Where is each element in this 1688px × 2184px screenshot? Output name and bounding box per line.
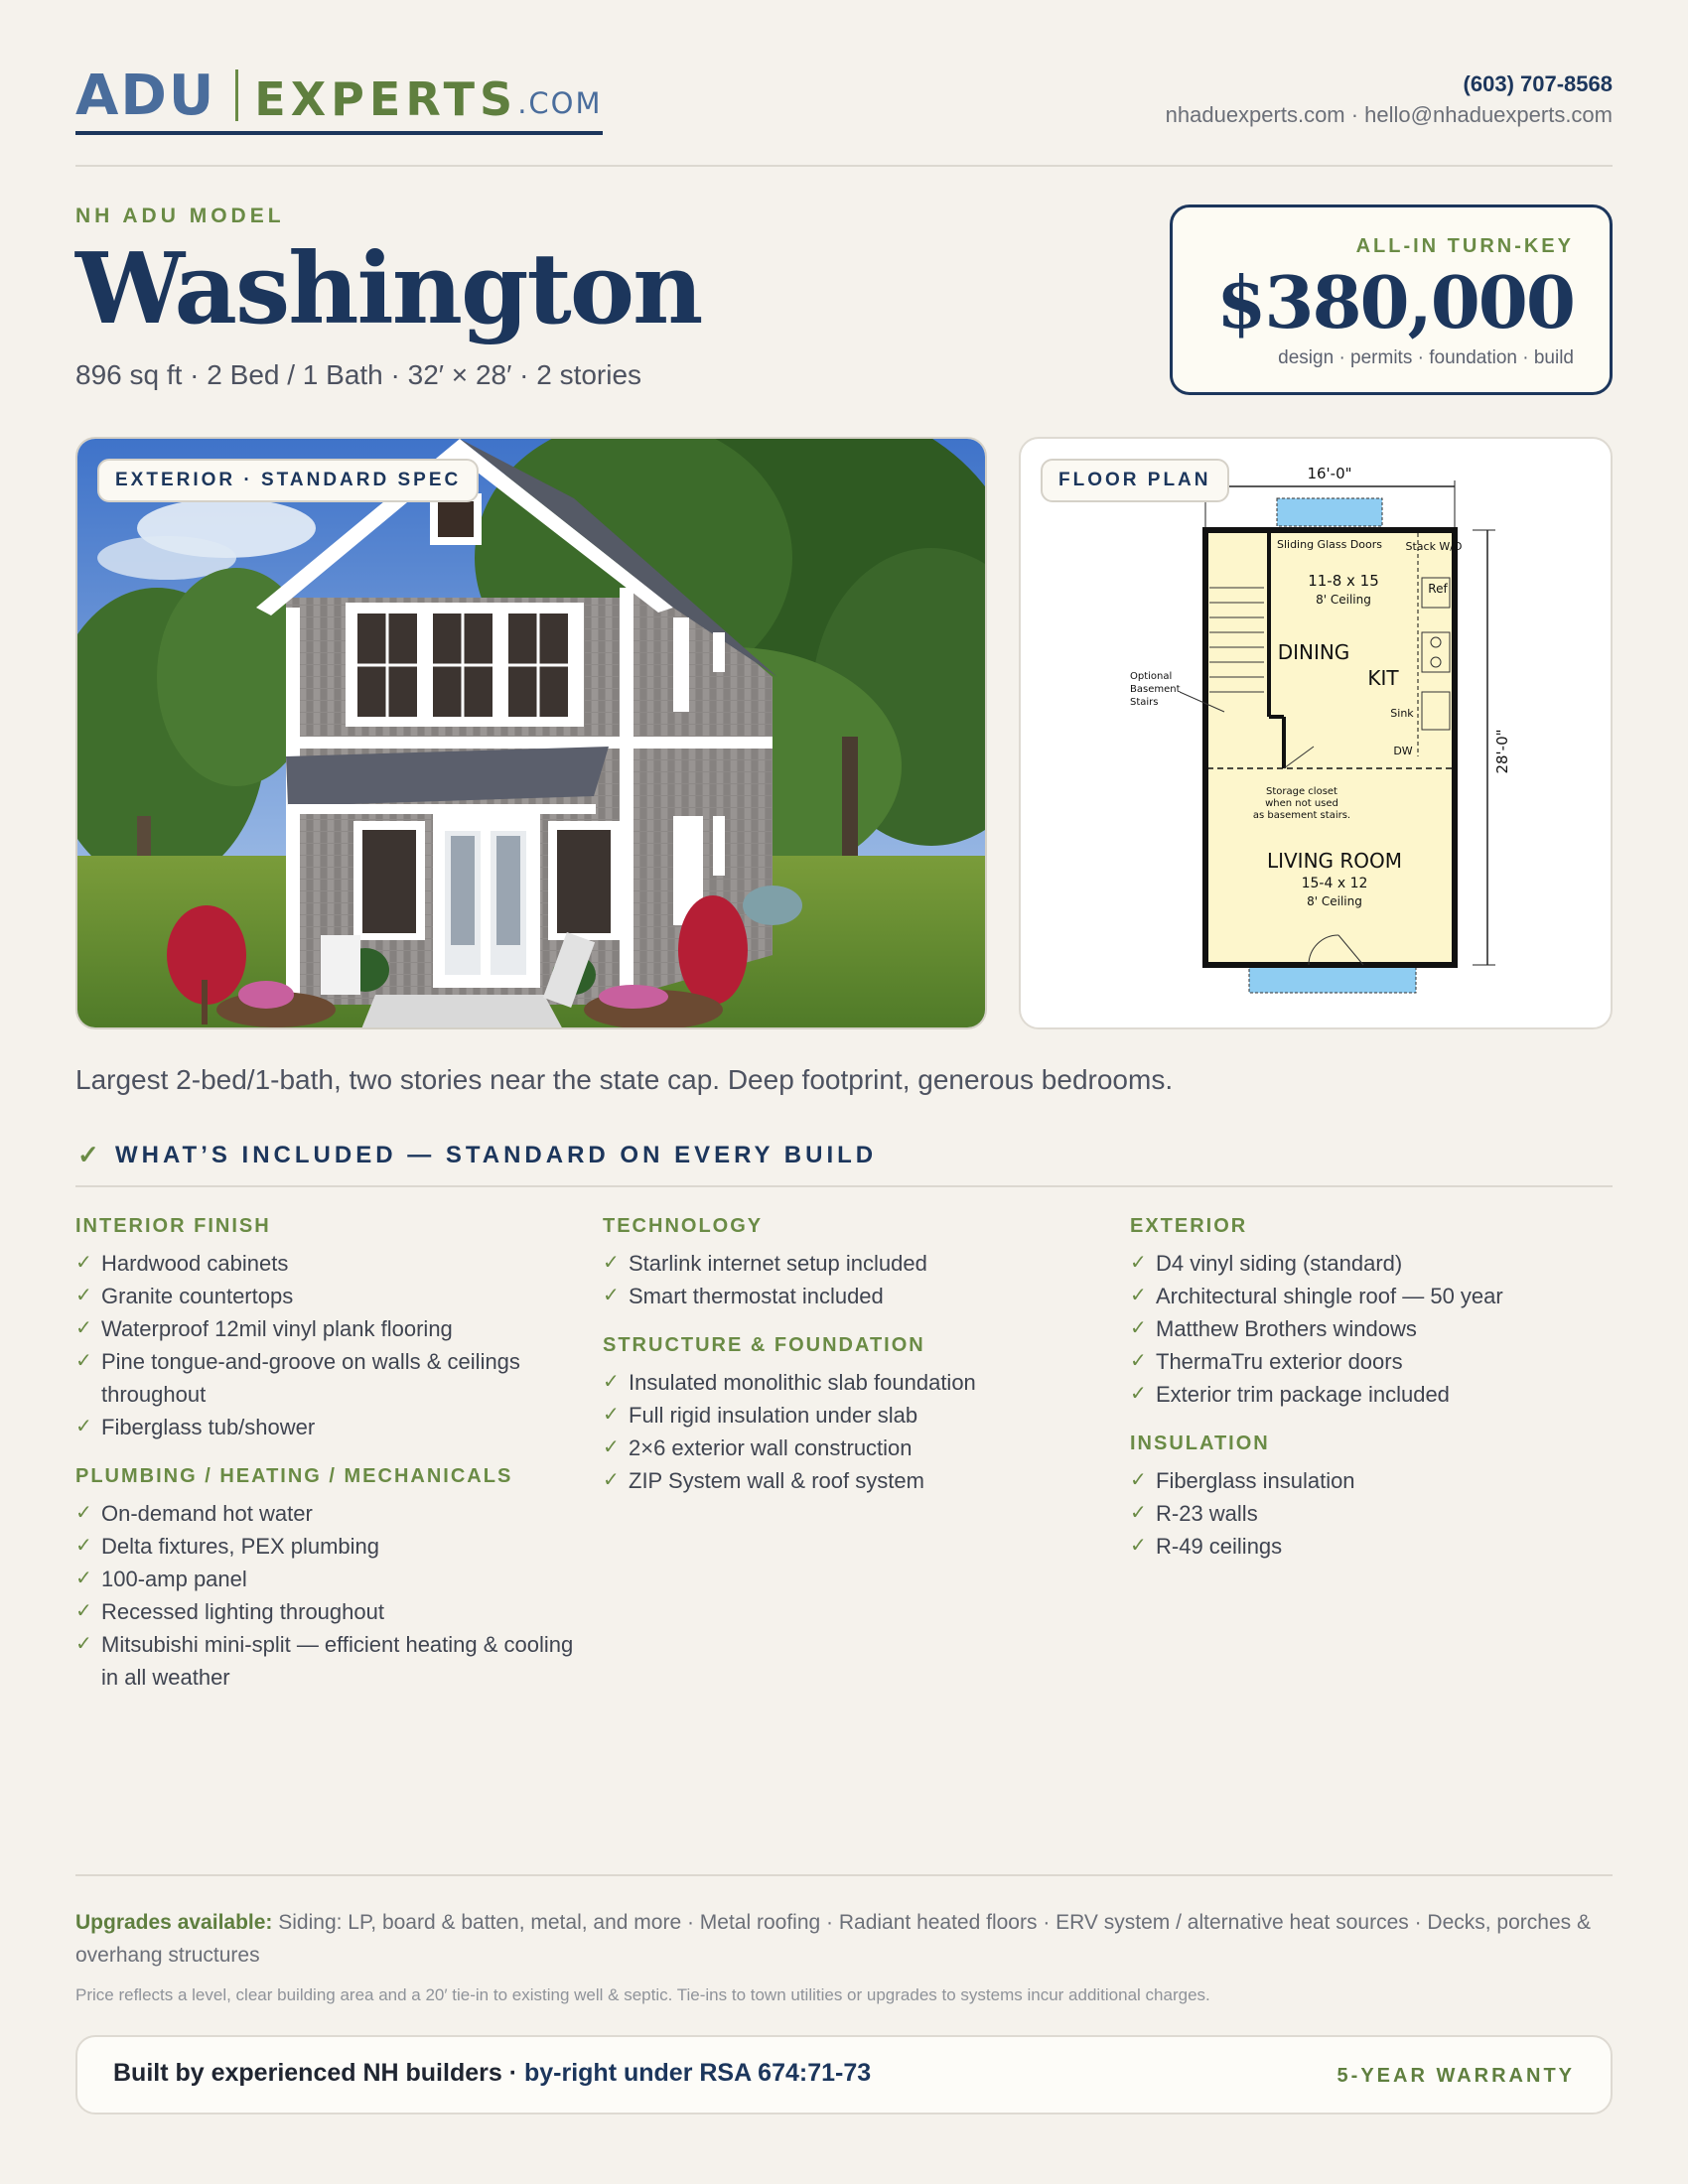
list-item — [75, 1411, 592, 1443]
item-text: R-49 ceilings — [1156, 1534, 1283, 1559]
phone-number[interactable]: (603) 707-8568 — [1463, 71, 1613, 96]
included-column-1 — [75, 1213, 592, 1713]
upgrades-text — [75, 1906, 1613, 1972]
list-item — [1130, 1530, 1646, 1563]
item-text: ThermaTru exterior doors — [1156, 1349, 1403, 1374]
group-title: INSULATION — [1130, 1433, 1270, 1454]
plan-kit: KIT — [1367, 666, 1399, 690]
group-insulation — [1130, 1431, 1646, 1563]
website-email[interactable]: nhaduexperts.com · hello@nhaduexperts.com — [1165, 102, 1613, 127]
group-exterior — [1130, 1213, 1646, 1411]
group-plumbing-heating — [75, 1463, 592, 1694]
check-icon: ✓ — [1130, 1383, 1147, 1405]
plan-storage-2: when not used — [1265, 798, 1338, 809]
check-icon: ✓ — [1130, 1502, 1147, 1524]
check-icon: ✓ — [603, 1436, 620, 1458]
plan-storage-3: as basement stairs. — [1252, 810, 1351, 821]
check-icon: ✓ — [75, 1416, 92, 1437]
group-title: PLUMBING / HEATING / MECHANICALS — [75, 1465, 513, 1487]
price-includes: design · permits · foundation · build — [1278, 347, 1574, 368]
plan-dining-size: 11-8 x 15 — [1308, 572, 1379, 590]
plan-storage-1: Storage closet — [1266, 786, 1337, 797]
list-item — [75, 1280, 592, 1312]
list-item — [603, 1366, 1119, 1399]
list-item — [75, 1628, 592, 1694]
list-item — [1130, 1280, 1646, 1312]
header — [75, 58, 1613, 167]
plan-living: LIVING ROOM — [1266, 849, 1403, 873]
plan-depth-dim: 28'-0" — [1493, 729, 1511, 774]
plan-dining-ceiling: 8' Ceiling — [1316, 593, 1371, 607]
included-heading — [75, 1138, 1613, 1187]
price-amount: $380,000 — [1216, 260, 1574, 344]
check-icon: ✓ — [1130, 1350, 1147, 1372]
plan-basement-1: Optional — [1130, 671, 1173, 682]
tagline: Largest 2-bed/1-bath, two stories near the state cap. Deep footprint, generous bedrooms. — [75, 1064, 1174, 1095]
check-icon: ✓ — [603, 1285, 620, 1306]
floor-plan-tag: FLOOR PLAN — [1041, 459, 1229, 502]
item-text: On-demand hot water — [101, 1501, 313, 1526]
item-text: 100-amp panel — [101, 1567, 247, 1591]
list-item — [75, 1563, 592, 1595]
plan-dining: DINING — [1277, 640, 1350, 664]
item-text: Pine tongue-and-groove on walls & ceilings throughout — [101, 1349, 520, 1407]
item-text: Delta fixtures, PEX plumbing — [101, 1534, 380, 1559]
check-icon: ✓ — [75, 1350, 92, 1372]
included-title: WHAT’S INCLUDED — STANDARD ON EVERY BUILD — [115, 1142, 878, 1168]
adu-experts-logo[interactable] — [75, 58, 603, 135]
group-title: EXTERIOR — [1130, 1215, 1248, 1237]
list-item — [75, 1595, 592, 1628]
plan-stack-wd: Stack W/D — [1405, 540, 1463, 553]
banner-builders: Built by experienced NH builders · — [113, 2059, 524, 2087]
list-item — [1130, 1464, 1646, 1497]
list-item — [603, 1464, 1119, 1497]
model-specs: 896 sq ft · 2 Bed / 1 Bath · 32′ × 28′ · 2 stories — [75, 359, 642, 390]
list-item — [603, 1399, 1119, 1432]
house-illustration — [77, 439, 987, 1029]
list-item — [603, 1280, 1119, 1312]
item-text: D4 vinyl siding (standard) — [1156, 1251, 1403, 1276]
check-icon: ✓ — [75, 1633, 92, 1655]
check-icon: ✓ — [603, 1252, 620, 1274]
item-text: Fiberglass insulation — [1156, 1468, 1355, 1493]
item-text: Starlink internet setup included — [629, 1251, 927, 1276]
price-label: ALL-IN TURN-KEY — [1355, 235, 1574, 257]
included-column-2 — [603, 1213, 1119, 1517]
group-technology — [603, 1213, 1119, 1312]
exterior-tag: EXTERIOR · STANDARD SPEC — [97, 459, 479, 502]
logo-experts-text: EXPERTS — [254, 72, 518, 126]
check-icon: ✓ — [603, 1371, 620, 1393]
list-item — [75, 1312, 592, 1345]
check-icon: ✓ — [75, 1285, 92, 1306]
logo-adu-text: ADU — [75, 64, 216, 128]
list-item — [603, 1432, 1119, 1464]
plan-sliding-doors: Sliding Glass Doors — [1276, 538, 1383, 551]
warranty-badge: 5-YEAR WARRANTY — [1336, 2065, 1575, 2087]
banner-statute: by-right under RSA 674:71-73 — [523, 2059, 872, 2087]
item-text: Matthew Brothers windows — [1156, 1316, 1417, 1341]
group-interior-finish — [75, 1213, 592, 1443]
item-text: Waterproof 12mil vinyl plank flooring — [101, 1316, 453, 1341]
contact-info — [1166, 69, 1613, 131]
check-icon: ✓ — [75, 1252, 92, 1274]
plan-width-dim: 16'-0" — [1307, 465, 1352, 482]
plan-living-ceiling: 8' Ceiling — [1307, 894, 1362, 908]
logo-divider — [235, 69, 238, 121]
fine-print: Price reflects a level, clear building area and a 20′ tie-in to existing well & septic. Tie-ins to town utilities or upgrades to systems incur additional charges. — [75, 1985, 1210, 2004]
item-text: Granite countertops — [101, 1284, 294, 1308]
plan-ref: Ref — [1428, 582, 1448, 596]
floor-plan-card — [1019, 437, 1613, 1029]
item-text: Exterior trim package included — [1156, 1382, 1450, 1407]
check-icon: ✓ — [1130, 1469, 1147, 1491]
list-item — [75, 1247, 592, 1280]
flyer-page — [75, 0, 1613, 2184]
check-icon: ✓ — [75, 1600, 92, 1622]
item-text: Mitsubishi mini-split — efficient heating & cooling in all weather — [101, 1632, 574, 1690]
plan-basement-2: Basement — [1130, 684, 1181, 695]
item-text: Fiberglass tub/shower — [101, 1415, 316, 1439]
item-text: 2×6 exterior wall construction — [629, 1435, 913, 1460]
plan-sink: Sink — [1390, 707, 1414, 720]
exterior-photo — [75, 437, 987, 1029]
model-eyebrow: NH ADU MODEL — [75, 205, 285, 227]
logo-com-text: .COM — [517, 86, 603, 120]
floor-plan-drawing — [1021, 439, 1613, 1029]
list-item — [1130, 1378, 1646, 1411]
list-item — [1130, 1497, 1646, 1530]
check-icon: ✓ — [1130, 1535, 1147, 1557]
group-title: STRUCTURE & FOUNDATION — [603, 1334, 925, 1356]
included-column-3 — [1130, 1213, 1646, 1582]
list-item — [75, 1497, 592, 1530]
item-text: Recessed lighting throughout — [101, 1599, 384, 1624]
banner-text — [113, 2059, 871, 2088]
check-icon: ✓ — [1130, 1252, 1147, 1274]
list-item — [1130, 1247, 1646, 1280]
plan-basement-3: Stairs — [1130, 697, 1159, 708]
list-item — [603, 1247, 1119, 1280]
list-item — [1130, 1345, 1646, 1378]
item-text: Smart thermostat included — [629, 1284, 884, 1308]
upgrades-list: Siding: LP, board & batten, metal, and more · Metal roofing · Radiant heated floors · ERV system / alternative heat sources · Decks, porches & overhang structures — [75, 1911, 1591, 1967]
builder-banner — [75, 2035, 1613, 2115]
list-item — [75, 1345, 592, 1411]
group-structure-foundation — [603, 1332, 1119, 1497]
group-title: INTERIOR FINISH — [75, 1215, 271, 1237]
plan-living-size: 15-4 x 12 — [1301, 876, 1368, 891]
check-icon: ✓ — [603, 1469, 620, 1491]
item-text: ZIP System wall & roof system — [629, 1468, 924, 1493]
list-item — [75, 1530, 592, 1563]
model-title: Washington — [75, 232, 702, 346]
upgrades-label: Upgrades available: — [75, 1911, 273, 1934]
item-text: Full rigid insulation under slab — [629, 1403, 918, 1428]
check-icon: ✓ — [77, 1140, 99, 1169]
list-item — [1130, 1312, 1646, 1345]
check-icon: ✓ — [1130, 1285, 1147, 1306]
check-icon: ✓ — [603, 1404, 620, 1426]
item-text: Architectural shingle roof — 50 year — [1156, 1284, 1503, 1308]
check-icon: ✓ — [75, 1568, 92, 1589]
price-box — [1170, 205, 1613, 395]
check-icon: ✓ — [75, 1317, 92, 1339]
item-text: R-23 walls — [1156, 1501, 1258, 1526]
footer-divider — [75, 1874, 1613, 1876]
item-text: Hardwood cabinets — [101, 1251, 289, 1276]
item-text: Insulated monolithic slab foundation — [629, 1370, 976, 1395]
plan-dw: DW — [1393, 745, 1413, 757]
check-icon: ✓ — [75, 1502, 92, 1524]
check-icon: ✓ — [1130, 1317, 1147, 1339]
group-title: TECHNOLOGY — [603, 1215, 764, 1237]
check-icon: ✓ — [75, 1535, 92, 1557]
